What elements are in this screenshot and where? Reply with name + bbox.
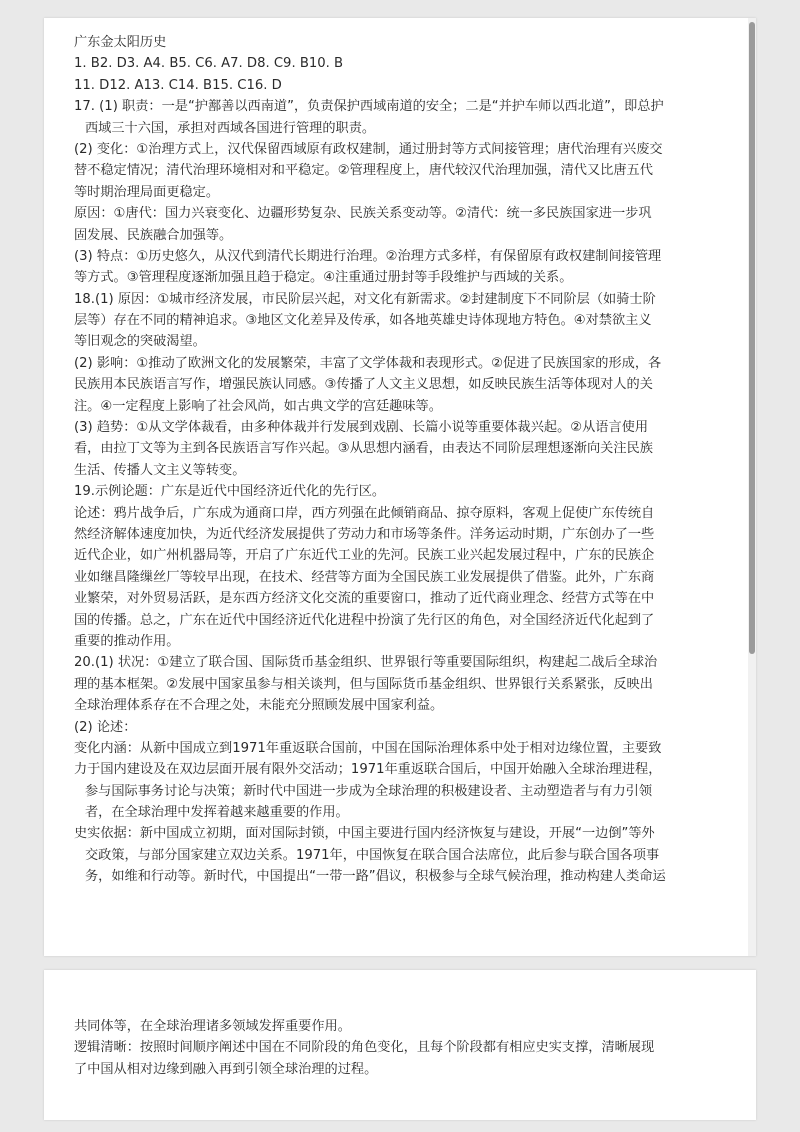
text-line: 然经济解体速度加快，为近代经济发展提供了劳动力和市场等条件。洋务运动时期，广东创办了一些 xyxy=(74,526,655,542)
text-line: 业如继昌隆缫丝厂等较早出现，在技术、经营等方面为全国民族工业发展提供了借鉴。此外，广东商 xyxy=(74,569,655,585)
text-line: 参与国际事务讨论与决策；新时代中国进一步成为全球治理的积极建设者、主动塑造者与有力引领 xyxy=(85,783,653,799)
text-line: 注。④一定程度上影响了社会风尚，如古典文学的宫廷趣味等。 xyxy=(74,398,442,414)
text-line: 务，如维和行动等。新时代，中国提出“一带一路”倡议，积极参与全球气候治理，推动构建人类命运 xyxy=(85,869,666,885)
text-line: 层等）存在不同的精神追求。③地区文化差异及传承，如各地英雄史诗体现地方特色。④对禁欲主义 xyxy=(74,313,652,329)
text-line: 全球治理体系存在不合理之处，未能充分照顾发展中国家利益。 xyxy=(74,698,444,714)
text-line: 20.(1) 状况：①建立了联合国、国际货币基金组织、世界银行等重要国际组织，构建起二战后全球治 xyxy=(74,655,658,671)
scrollbar-thumb[interactable] xyxy=(749,22,755,654)
text-line: (2) 影响：①推动了欧洲文化的发展繁荣，丰富了文学体裁和表现形式。②促进了民族国家的形成，各 xyxy=(74,355,662,371)
text-line: 等方式。③管理程度逐渐加强且趋于稳定。④注重通过册封等手段维护与西域的关系。 xyxy=(74,270,573,286)
text-line: 替不稳定情况；清代治理环境相对和平稳定。②管理程度上，唐代较汉代治理加强，清代又比唐五代 xyxy=(74,163,653,179)
answer-key-line: 1. B2. D3. A4. B5. C6. A7. D8. C9. B10. B xyxy=(74,56,344,72)
text-line: (3) 趋势：①从文学体裁看，由多种体裁并行发展到戏剧、长篇小说等重要体裁兴起。②从语言使用 xyxy=(74,420,649,436)
page-2-text xyxy=(74,1016,744,1080)
text-line: 民族用本民族语言写作，增强民族认同感。③传播了人文主义思想，如反映民族生活等体现对人的关 xyxy=(74,377,653,393)
text-line: 国的传播。总之，广东在近代中国经济近代化进程中扮演了先行区的角色，对全国经济近代化起到了 xyxy=(74,612,655,628)
text-line: (2) 变化：①治理方式上，汉代保留西域原有政权建制，通过册封等方式间接管理；唐代治理有兴废交 xyxy=(74,141,663,157)
text-line: 重要的推动作用。 xyxy=(74,633,180,649)
text-line: (2) 论述： xyxy=(74,719,137,735)
answer-key-line: 11. D12. A13. C14. B15. C16. D xyxy=(74,77,282,93)
text-line: 原因：①唐代：国力兴衰变化、边疆形势复杂、民族关系变动等。②清代：统一多民族国家进一步巩 xyxy=(74,206,652,222)
text-line: 共同体等，在全球治理诸多领域发挥重要作用。 xyxy=(74,1019,351,1034)
document-page-2 xyxy=(44,970,756,1120)
text-line: 等时期治理局面更稳定。 xyxy=(74,184,220,200)
text-line: (3) 特点：①历史悠久，从汉代到清代长期进行治理。②治理方式多样，有保留原有政权建制间接管理 xyxy=(74,248,662,264)
text-line: 逻辑清晰：按照时间顺序阐述中国在不同阶段的角色变化，且每个阶段都有相应史实支撑，清晰展现 xyxy=(74,1040,655,1056)
text-line: 业繁荣，对外贸易活跃，是东西方经济文化交流的重要窗口，推动了近代商业理念、经营方式等在中 xyxy=(74,591,655,607)
text-line: 看，由拉丁文等为主到各民族语言写作兴起。③从思想内涵看，由表达不同阶层理想逐渐向关注民族 xyxy=(74,441,653,457)
text-line: 18.(1) 原因：①城市经济发展，市民阶层兴起，对文化有新需求。②封建制度下不同阶层（如骑士阶 xyxy=(74,291,656,307)
text-line: 等旧观念的突破渴望。 xyxy=(74,334,206,350)
text-line: 者，在全球治理中发挥着越来越重要的作用。 xyxy=(85,805,349,821)
text-line: 17. (1) 职责：一是“护鄯善以西南道”，负责保护西域南道的安全；二是“并护车师以西北道”，即总护 xyxy=(74,99,664,115)
text-line: 力于国内建设及在双边层面开展有限外交活动；1971年重返联合国后，中国开始融入全球治理进程， xyxy=(74,762,662,778)
text-line: 生活、传播人文主义等转变。 xyxy=(74,462,246,478)
text-line: 近代企业，如广州机器局等，开启了广东近代工业的先河。民族工业兴起发展过程中，广东的民族企 xyxy=(74,548,655,564)
page-1-text xyxy=(74,32,744,888)
text-line: 了中国从相对边缘到融入再到引领全球治理的过程。 xyxy=(74,1061,378,1077)
scrollbar[interactable] xyxy=(748,18,756,956)
document-page-1 xyxy=(44,18,756,956)
text-line: 交政策，与部分国家建立双边关系。1971年，中国恢复在联合国合法席位，此后参与联合国各项事 xyxy=(85,847,660,863)
text-line: 变化内涵：从新中国成立到1971年重返联合国前，中国在国际治理体系中处于相对边缘位置，主要致 xyxy=(74,740,662,756)
text-line: 19.示例论题：广东是近代中国经济近代化的先行区。 xyxy=(74,484,386,500)
text-line: 理的基本框架。②发展中国家虽参与相关谈判，但与国际货币基金组织、世界银行关系紧张，反映出 xyxy=(74,676,653,692)
doc-title: 广东金太阳历史 xyxy=(74,35,167,50)
text-line: 史实依据：新中国成立初期，面对国际封锁，中国主要进行国内经济恢复与建设，开展“一边倒”等外 xyxy=(74,826,655,842)
text-line: 固发展、民族融合加强等。 xyxy=(74,227,233,243)
text-line: 论述：鸦片战争后，广东成为通商口岸，西方列强在此倾销商品、掠夺原料，客观上促使广东传统自 xyxy=(74,505,655,521)
text-line: 西域三十六国，承担对西域各国进行管理的职责。 xyxy=(85,120,376,136)
